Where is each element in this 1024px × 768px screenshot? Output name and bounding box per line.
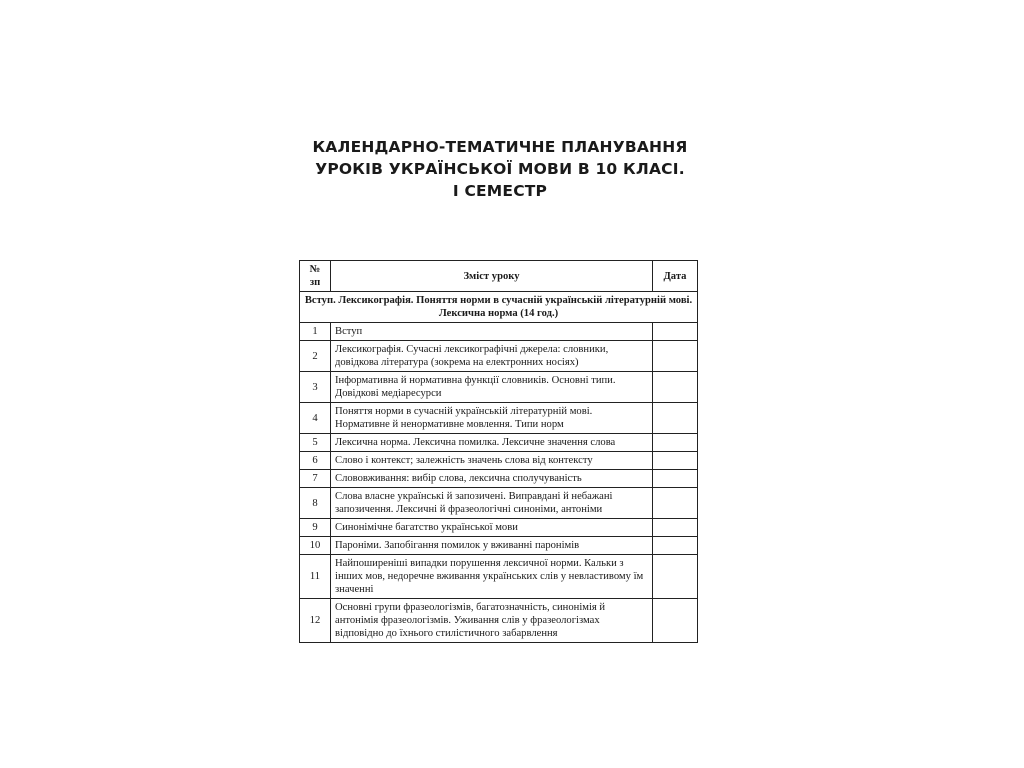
table-row (300, 537, 698, 555)
row-date (653, 488, 698, 519)
row-topic: Лексична норма. Лексична помилка. Лексичне значення слова (331, 434, 653, 452)
row-topic: Найпоширеніші випадки порушення лексичної норми. Кальки з інших мов, недоречне вживання українських слів у невластивому їм значенні (331, 555, 653, 599)
lesson-plan-table (299, 260, 698, 643)
table-row (300, 488, 698, 519)
row-number: 3 (300, 372, 331, 403)
row-topic: Вступ (331, 323, 653, 341)
row-number: 6 (300, 452, 331, 470)
row-date (653, 519, 698, 537)
row-topic: Пароніми. Запобігання помилок у вживанні паронімів (331, 537, 653, 555)
row-number: 12 (300, 599, 331, 643)
row-topic: Слова власне українські й запозичені. Виправдані й небажані запозичення. Лексичні й фразеологічні синоніми, антоніми (331, 488, 653, 519)
row-number: 1 (300, 323, 331, 341)
table-row (300, 599, 698, 643)
row-date (653, 341, 698, 372)
table-header-row (300, 261, 698, 292)
row-date (653, 555, 698, 599)
row-number: 2 (300, 341, 331, 372)
row-topic: Лексикографія. Сучасні лексикографічні джерела: словники, довідкова література (зокрема на електронних носіях) (331, 341, 653, 372)
header-number: № зп (300, 261, 331, 292)
row-topic: Основні групи фразеологізмів, багатозначність, синонімія й антонімія фразеологізмів. Уживання слів у фразеологізмах відповідно до їхнього стилістичного забарвлення (331, 599, 653, 643)
table-row (300, 434, 698, 452)
row-number: 11 (300, 555, 331, 599)
row-number: 9 (300, 519, 331, 537)
header-date: Дата (653, 261, 698, 292)
header-content: Зміст уроку (331, 261, 653, 292)
row-number: 10 (300, 537, 331, 555)
table-row (300, 470, 698, 488)
row-date (653, 434, 698, 452)
row-date (653, 372, 698, 403)
table-row (300, 372, 698, 403)
title-line-3: І СЕМЕСТР (452, 182, 548, 200)
row-topic: Інформативна й нормативна функції словників. Основні типи. Довідкові медіаресурси (331, 372, 653, 403)
row-number: 4 (300, 403, 331, 434)
row-number: 8 (300, 488, 331, 519)
row-date (653, 599, 698, 643)
title-line-2: УРОКІВ УКРАЇНСЬКОЇ МОВИ В 10 КЛАСІ. (315, 160, 685, 178)
row-topic: Слововживання: вибір слова, лексична сполучуваність (331, 470, 653, 488)
row-topic: Синонімічне багатство української мови (331, 519, 653, 537)
table-row (300, 452, 698, 470)
table-row (300, 341, 698, 372)
row-date (653, 323, 698, 341)
section-title: Вступ. Лексикографія. Поняття норми в сучасній українській літературній мові. Лексична норма (14 год.) (300, 292, 698, 323)
section-row (300, 292, 698, 323)
table-row (300, 519, 698, 537)
row-topic: Поняття норми в сучасній українській літературній мові. Нормативне й ненормативне мовлення. Типи норм (331, 403, 653, 434)
table-row (300, 555, 698, 599)
row-topic: Слово і контекст; залежність значень слова від контексту (331, 452, 653, 470)
row-date (653, 452, 698, 470)
row-date (653, 470, 698, 488)
row-date (653, 537, 698, 555)
title-line-1: КАЛЕНДАРНО-ТЕМАТИЧНЕ ПЛАНУВАННЯ (312, 138, 688, 156)
page-title (300, 136, 700, 202)
table-row (300, 403, 698, 434)
row-number: 5 (300, 434, 331, 452)
row-date (653, 403, 698, 434)
table-row (300, 323, 698, 341)
row-number: 7 (300, 470, 331, 488)
